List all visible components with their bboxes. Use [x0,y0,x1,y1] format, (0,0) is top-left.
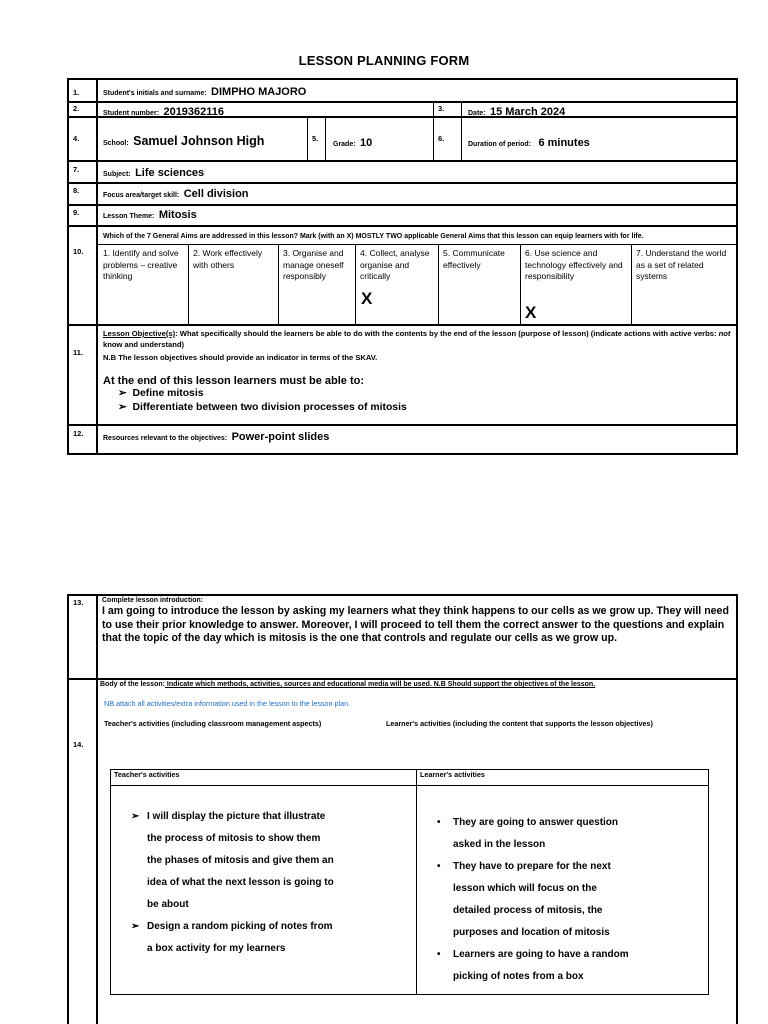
date-value: 15 March 2024 [489,106,566,118]
date-field: Date: 15 March 2024 [468,106,566,118]
form-title: LESSON PLANNING FORM [298,53,470,68]
row-num-13: 13. [73,598,84,607]
teacher-activities-header: Teacher's activities [114,770,180,779]
aim-5: 5. Communicate effectively [443,248,505,270]
row-num-1: 1. [73,88,80,97]
focus-area-field: Focus area/target skill: Cell division [103,188,249,200]
arrow-bullet-icon: ➢ [131,811,140,822]
grade-value: 10 [360,137,373,149]
school-value: Samuel Johnson High [133,134,265,148]
duration-field: Duration of period: 6 minutes [468,137,590,149]
student-name-value: DIMPHO MAJORO [211,86,307,98]
row-num-8: 8. [73,186,80,195]
aim-1: 1. Identify and solve problems – creative thinking [103,248,179,281]
objectives-lead: At the end of this lesson learners must be able to: [103,375,364,387]
learner-activity-item: Learners are going to have a random picking of notes from a box [453,949,629,982]
resources-field: Resources relevant to the objectives: Power-point slides [103,431,330,443]
aim-3: 3. Organise and manage oneself responsibly [283,248,344,281]
learner-caption: Learner's activities (including the content that supports the lesson objectives) [386,719,653,728]
lesson-theme-field: Lesson Theme: Mitosis [103,209,197,221]
teacher-caption: Teacher's activities (including classroom management aspects) [104,719,322,728]
objective-instructions: Lesson Objective(s): What specifically should the learners be able to do with the contents by the end of the lesson (purpose of lesson) (indicate actions with active verbs: not know and understand) [103,329,731,349]
objective-item: ➢ Define mitosis [118,388,204,399]
lesson-theme-value: Mitosis [158,209,197,221]
aim-7: 7. Understand the world as a set of related systems [636,248,727,281]
row-num-6: 6. [438,134,445,143]
aim-6-mark: X [525,303,537,322]
body-instruction: Body of the lesson: Indicate which methods, activities, sources and educational media will be used. N.B Should support the objectives of the lesson. [100,681,596,688]
bullet-dot-icon: • [437,949,441,960]
duration-value: 6 minutes [538,137,590,149]
aim-4-mark: X [361,289,373,308]
teacher-activity-item: I will display the picture that illustrate the process of mitosis to show them the phases of mitosis and give them an idea of what the next lesson is going to be about [147,811,334,910]
learner-activities-header: Learner's activities [420,770,485,779]
row-num-2: 2. [73,104,80,113]
student-number-value: 2019362116 [163,106,225,118]
aim-6: 6. Use science and technology effectively and responsibility [525,248,623,281]
objective-item: ➢ Differentiate between two division processes of mitosis [118,401,407,413]
intro-text: I am going to introduce the lesson by asking my learners what they think happens to our cells as we grow up. They will need to use their prior knowledge to answer. Moreover, I will proceed to tell them the correct answer to the questions and explain that the topic of the day which is mitosis is the one that controls and regulate our cells as we grow up. [102,605,729,644]
aim-4: 4. Collect, analyse organise and critically [360,248,430,281]
row-num-14: 14. [73,740,84,749]
aim-2: 2. Work effectively with others [193,248,263,270]
resources-value: Power-point slides [231,431,330,443]
attach-note: NB attach all activities/extra information used in the lesson to the lesson plan. [104,699,351,708]
row-num-5: 5. [312,134,319,143]
focus-area-value: Cell division [183,188,249,200]
student-name-field: Student's initials and surname: DIMPHO MAJORO [103,86,307,98]
teacher-activity-item: Design a random picking of notes from a box activity for my learners [147,921,333,954]
row-num-10: 10. [73,247,84,256]
arrow-bullet-icon: ➢ [118,388,133,399]
intro-label: Complete lesson introduction: [102,597,204,604]
arrow-bullet-icon: ➢ [131,921,140,932]
skav-note: N.B The lesson objectives should provide an indicator in terms of the SKAV. [103,353,378,362]
school-field: School: Samuel Johnson High [103,134,265,148]
row-num-11: 11. [73,348,84,357]
row-num-7: 7. [73,165,80,174]
subject-value: Life sciences [135,167,205,179]
row-num-4: 4. [73,134,80,143]
student-number-field: Student number: 2019362116 [103,106,225,118]
row-num-3: 3. [438,104,445,113]
objectives-list [118,387,407,414]
bullet-dot-icon: • [437,817,441,828]
general-aims-question: Which of the 7 General Aims are addressed in this lesson? Mark (with an X) MOSTLY TWO applicable General Aims that this lesson can equip learners with for life. [103,233,644,240]
learner-activity-item: They are going to answer question asked in the lesson [453,817,619,850]
grade-field: Grade: 10 [333,137,373,149]
row-num-12: 12. [73,429,84,438]
learner-activity-item: They have to prepare for the next lesson which will focus on the detailed process of mitosis, the purposes and location of mitosis [453,861,611,938]
row-num-9: 9. [73,208,80,217]
bullet-dot-icon: • [437,861,441,872]
subject-field: Subject: Life sciences [103,167,205,179]
arrow-bullet-icon: ➢ [118,401,133,413]
